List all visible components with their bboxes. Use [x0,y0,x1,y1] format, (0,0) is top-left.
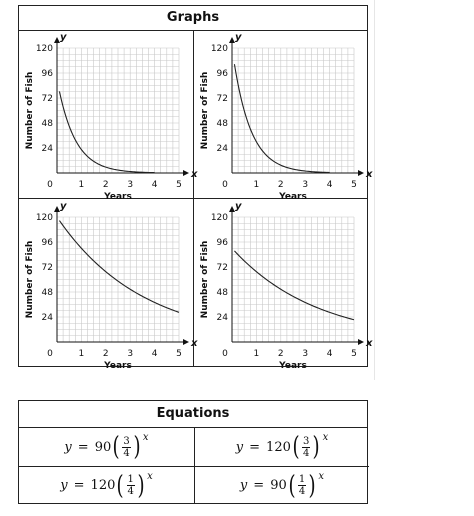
series-line [59,221,179,313]
x-axis-symbol: x [191,338,198,349]
x-tick-label: 2 [277,180,284,190]
fraction-numerator: 1 [298,474,306,485]
equation-lhs: y [239,478,248,493]
y-tick-label: 72 [41,94,53,104]
x-tick-label: 4 [326,180,333,190]
equation-exponent: x [142,432,149,443]
fraction-numerator: 1 [127,474,134,485]
y-tick-label: 48 [41,119,53,129]
equation-fraction [122,436,130,459]
x-axis-arrow-icon [183,170,189,176]
y-axis-symbol: y [235,201,242,212]
graph-top-left [19,30,198,202]
y-axis-title: Number of Fish [25,71,35,150]
equation-lhs: y [60,478,68,493]
y-axis-symbol: y [235,32,242,43]
equation-cell [19,428,194,466]
x-axis-arrow-icon [358,339,364,345]
x-tick-label: 0 [47,180,53,190]
fraction-numerator: 3 [123,435,130,447]
y-axis-symbol: y [60,32,67,43]
series-line [234,64,329,172]
equation-equals: = [73,478,85,493]
right-paren: ) [312,432,321,462]
y-tick-label: 72 [216,94,228,104]
left-paren: ( [112,432,120,462]
equation [195,428,369,466]
x-tick-label: 2 [102,180,109,190]
x-tick-label: 1 [253,180,260,190]
x-tick-label: 3 [127,180,134,190]
x-tick-label: 0 [222,349,228,359]
equation-coefficient: 90 [94,439,112,455]
graph-bottom-left [19,199,198,371]
equation-lhs: y [64,439,72,455]
equations-title: Equations [19,401,367,428]
y-tick-label: 24 [216,144,228,154]
equation-coefficient: 120 [266,439,291,455]
x-axis-symbol: x [366,169,373,180]
right-paren: ) [308,470,316,501]
x-axis-title: Years [279,361,307,371]
x-tick-label: 3 [127,349,134,359]
y-tick-label: 96 [216,238,228,248]
x-tick-label: 5 [176,349,182,359]
graphs-title: Graphs [19,6,367,31]
equations-table [18,400,368,504]
series-line [234,251,354,320]
y-tick-label: 24 [41,144,53,154]
x-axis-symbol: x [191,169,198,180]
x-axis-title: Years [104,361,132,371]
equation-exponent: x [318,471,325,482]
y-tick-label: 48 [41,288,53,298]
equation-lhs: y [235,439,244,455]
equation-cell [194,466,369,504]
fraction-denominator: 4 [303,447,310,459]
page-divider [374,0,375,380]
equation-coefficient: 90 [270,478,287,493]
left-paren: ( [116,470,125,501]
y-tick-label: 120 [35,213,53,223]
equation-fraction [298,474,306,497]
equation [19,467,194,504]
y-tick-label: 24 [216,313,228,323]
equation [19,428,194,466]
equation-exponent: x [147,471,153,482]
fraction-denominator: 4 [123,447,130,459]
y-tick-label: 72 [41,263,53,273]
x-axis-title: Years [104,192,132,202]
x-axis-title: Years [279,192,307,202]
fraction-denominator: 4 [298,486,306,497]
x-tick-label: 4 [151,180,158,190]
left-paren: ( [292,432,300,462]
right-paren: ) [133,432,141,462]
y-tick-label: 120 [35,44,53,54]
equation-equals: = [249,439,261,455]
graph-bottom-right [194,199,373,371]
x-tick-label: 2 [102,349,109,359]
x-tick-label: 0 [222,180,228,190]
y-axis-title: Number of Fish [200,71,210,150]
equation-cell [19,466,194,504]
right-paren: ) [137,470,145,501]
x-tick-label: 5 [351,180,357,190]
y-tick-label: 120 [210,44,228,54]
y-axis-title: Number of Fish [25,240,35,319]
x-tick-label: 1 [253,349,260,359]
y-tick-label: 96 [41,238,53,248]
x-axis-arrow-icon [183,339,189,345]
x-tick-label: 4 [151,349,158,359]
x-tick-label: 3 [302,349,309,359]
left-paren: ( [288,470,296,501]
x-tick-label: 0 [47,349,53,359]
x-tick-label: 5 [351,349,357,359]
equation-equals: = [253,478,265,493]
y-tick-label: 48 [216,288,228,298]
graph-top-right [194,30,373,202]
y-tick-label: 72 [216,263,228,273]
y-tick-label: 96 [216,69,228,79]
graphs-table [18,5,373,371]
x-axis-symbol: x [366,338,373,349]
equation-fraction [302,436,310,459]
fraction-denominator: 4 [127,486,134,497]
y-axis-title: Number of Fish [200,240,210,319]
fraction-numerator: 3 [303,435,310,447]
x-tick-label: 4 [326,349,333,359]
y-axis-symbol: y [60,201,67,212]
x-tick-label: 3 [302,180,309,190]
y-tick-label: 96 [41,69,53,79]
x-tick-label: 1 [78,349,85,359]
y-tick-label: 24 [41,313,53,323]
equation-fraction [127,474,135,497]
equation [195,467,369,504]
y-tick-label: 120 [210,213,228,223]
equation-equals: = [77,439,89,455]
x-axis-arrow-icon [358,170,364,176]
equation-exponent: x [322,432,329,443]
x-tick-label: 1 [78,180,85,190]
x-tick-label: 5 [176,180,182,190]
x-tick-label: 2 [277,349,284,359]
y-tick-label: 48 [216,119,228,129]
equation-cell [194,428,369,466]
equation-coefficient: 120 [90,478,116,493]
